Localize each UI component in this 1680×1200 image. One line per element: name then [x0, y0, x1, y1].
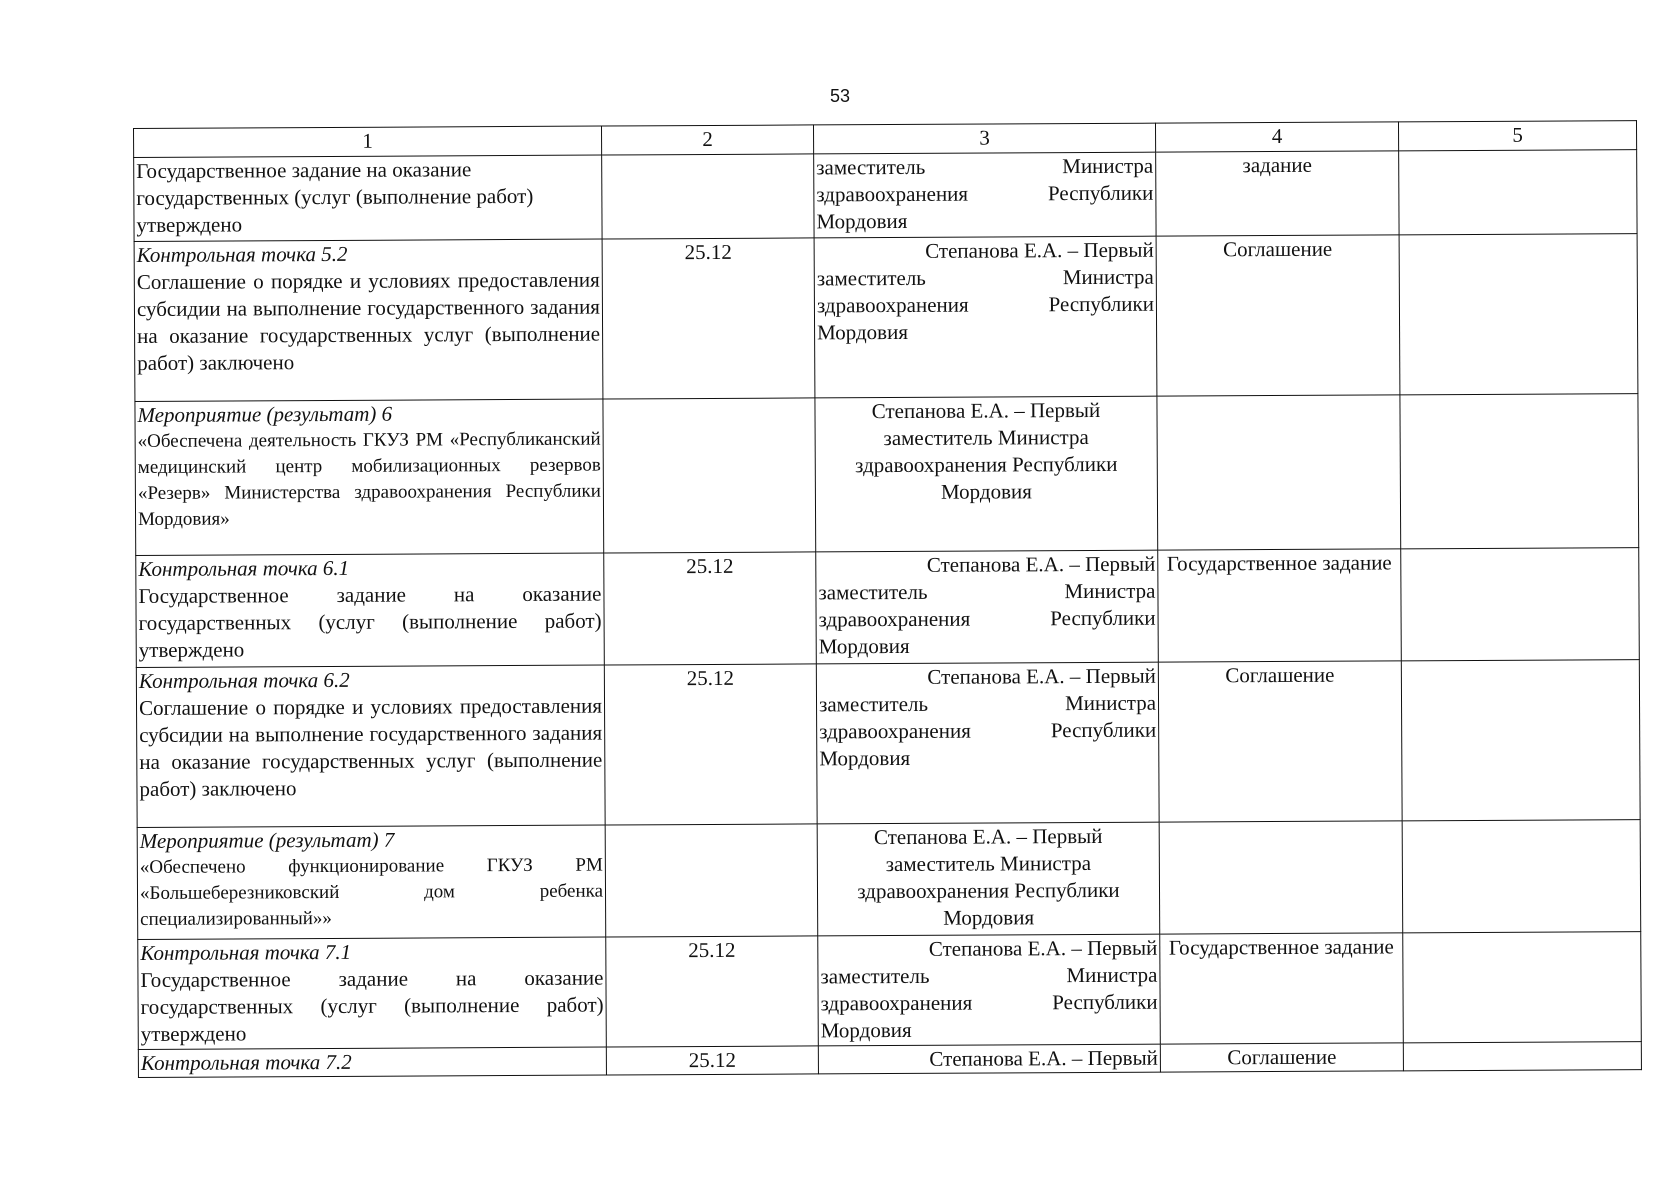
responsible-text: Степанова Е.А. – Первый заместитель Министра здравоохранения Республики Мордовия: [857, 823, 1120, 930]
responsible-text: заместитель Министра здравоохранения Республики Мордовия: [820, 962, 1158, 1043]
responsible-cell: [816, 550, 1159, 664]
description-cell: [134, 239, 603, 401]
row-heading: Контрольная точка 6.2: [138, 667, 350, 693]
note-cell: [1400, 394, 1639, 549]
responsible-text: заместитель Министра здравоохранения Республики Мордовия: [816, 153, 1154, 234]
table-row: [136, 660, 1640, 828]
document-text: Государственное задание: [1166, 550, 1392, 576]
document-cell: [1156, 235, 1400, 396]
description-text: Государственное задание на оказание государственных (услуг (выполнение работ) утверждено: [138, 581, 602, 662]
column-header-3: 3: [813, 123, 1155, 154]
description-cell: [137, 825, 606, 939]
document-cell: [1160, 933, 1404, 1044]
document-cell: [1157, 395, 1401, 550]
responsible-text: Степанова Е.А. – Первый заместитель Министра здравоохранения Республики Мордовия: [855, 397, 1118, 504]
responsible-cell: [814, 236, 1157, 398]
responsible-name: Степанова Е.А. – Первый: [929, 1045, 1158, 1071]
responsible-cell: [816, 662, 1159, 824]
document-text: Соглашение: [1227, 1044, 1337, 1070]
column-header-2: 2: [601, 125, 813, 155]
date-cell: [606, 1046, 818, 1075]
description-cell: [134, 155, 602, 241]
responsible-cell: [814, 152, 1156, 238]
column-header-1: 1: [134, 126, 602, 157]
plan-table-wrapper: [133, 120, 1642, 1078]
date-text: 25.12: [684, 239, 732, 265]
responsible-name: Степанова Е.А. – Первый: [925, 237, 1154, 263]
row-heading: Контрольная точка 6.1: [138, 555, 350, 581]
row-heading: Контрольная точка 5.2: [136, 241, 348, 267]
note-cell: [1401, 660, 1640, 821]
date-cell: [602, 154, 814, 239]
date-cell: [604, 552, 817, 665]
note-cell: [1399, 234, 1638, 395]
row-heading: Контрольная точка 7.2: [140, 1049, 352, 1075]
description-cell: [138, 1047, 606, 1077]
page-number: 53: [829, 86, 851, 106]
document-text: Соглашение: [1225, 662, 1335, 688]
responsible-text: заместитель Министра здравоохранения Республики Мордовия: [818, 690, 1157, 771]
description-text: Соглашение о порядке и условиях предоставления субсидии на выполнение государственного задания на оказание государственных услуг (выполнение работ) заключено: [138, 693, 603, 801]
date-cell: [604, 664, 817, 825]
responsible-name: Степанова Е.А. – Первый: [926, 551, 1156, 577]
date-cell: [605, 824, 818, 937]
responsible-text: заместитель Министра здравоохранения Республики Мордовия: [816, 264, 1154, 345]
date-text: 25.12: [688, 1047, 737, 1073]
description-cell: [138, 937, 607, 1049]
responsible-text: заместитель Министра здравоохранения Республики Мордовия: [818, 578, 1156, 659]
plan-table: [133, 120, 1642, 1078]
description-text: Государственное задание на оказание государственных (услуг (выполнение работ) утверждено: [136, 157, 534, 237]
note-cell: [1402, 820, 1641, 933]
date-cell: [603, 398, 816, 553]
row-heading: Мероприятие (результат) 7: [139, 827, 395, 853]
table-row: [136, 548, 1640, 668]
column-header-5: 5: [1398, 121, 1636, 151]
description-cell: [136, 553, 605, 667]
note-cell: [1401, 548, 1640, 661]
document-cell: [1156, 151, 1399, 236]
note-cell: [1399, 150, 1637, 235]
document-cell: [1160, 1043, 1403, 1072]
description-text: Государственное задание на оказание государственных (услуг (выполнение работ) утверждено: [140, 965, 604, 1046]
document-text: задание: [1242, 152, 1312, 178]
description-text: «Обеспечено функционирование ГКУЗ РМ «Большеберезниковский дом ребенка специализированный»»: [139, 854, 604, 930]
responsible-cell: [818, 1044, 1160, 1074]
description-cell: [135, 399, 604, 555]
responsible-cell: [815, 396, 1158, 552]
table-row: [137, 820, 1641, 940]
responsible-name: Степанова Е.А. – Первый: [928, 935, 1158, 961]
responsible-name: Степанова Е.А. – Первый: [927, 663, 1156, 689]
date-text: 25.12: [688, 937, 736, 963]
date-cell: [606, 936, 819, 1047]
table-row: [135, 394, 1639, 556]
description-cell: [136, 665, 605, 827]
document-cell: [1159, 821, 1403, 934]
responsible-cell: [818, 934, 1161, 1046]
row-heading: Контрольная точка 7.1: [140, 939, 352, 965]
table-row: [134, 150, 1637, 242]
document-cell: [1158, 549, 1402, 662]
document-text: Государственное задание: [1168, 934, 1394, 960]
date-cell: [602, 238, 815, 399]
note-cell: [1403, 932, 1642, 1043]
document-cell: [1158, 661, 1402, 822]
column-header-4: 4: [1155, 122, 1398, 152]
document-text: Соглашение: [1223, 236, 1333, 262]
responsible-cell: [817, 822, 1160, 936]
description-text: Соглашение о порядке и условиях предоставления субсидии на выполнение государственного задания на оказание государственных услуг (выполнение работ) заключено: [136, 267, 601, 375]
description-text: «Обеспечена деятельность ГКУЗ РМ «Республиканский медицинский центр мобилизационных резервов «Резерв» Министерства здравоохранения Республики Мордовия»: [137, 428, 601, 530]
date-text: 25.12: [686, 665, 735, 691]
row-heading: Мероприятие (результат) 6: [137, 401, 393, 427]
note-cell: [1403, 1042, 1641, 1071]
date-text: 25.12: [686, 553, 734, 579]
table-row: [134, 234, 1638, 402]
table-row: [138, 932, 1642, 1050]
